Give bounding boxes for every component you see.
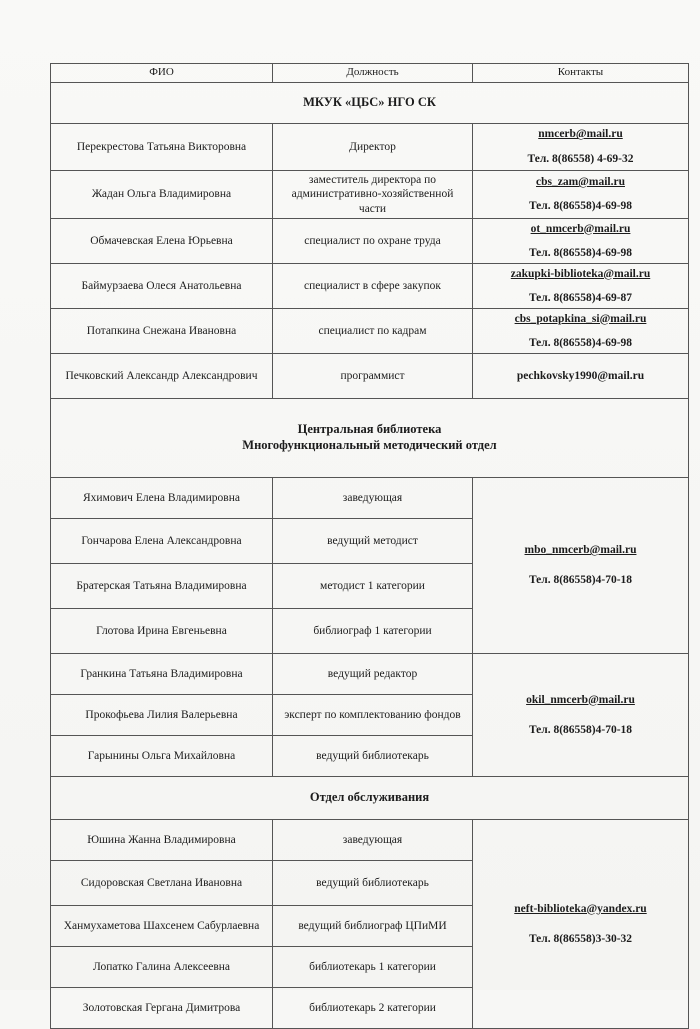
phone-text: Тел. 8(86558)4-70-18	[528, 723, 633, 736]
header-name: ФИО	[51, 64, 273, 83]
contacts-cell	[473, 353, 689, 398]
phone-text: Тел. 8(86558) 4-69-32	[527, 152, 634, 165]
phone-text: Тел. 8(86558)4-69-98	[528, 336, 633, 349]
email-link[interactable]: cbs_potapkina_si@mail.ru	[514, 312, 647, 325]
name-cell: Потапкина Снежана Ивановна	[51, 308, 273, 353]
name-cell: Юшина Жанна Владимировна	[51, 819, 273, 860]
name-cell: Жадан Ольга Владимировна	[51, 170, 273, 218]
name-cell: Гранкина Татьяна Владимировна	[51, 653, 273, 694]
position-cell: ведущий методист	[273, 518, 473, 563]
table-header-row	[51, 64, 689, 83]
contacts-table	[50, 63, 689, 1029]
section-title-line2: Многофункциональный методический отдел	[242, 437, 497, 452]
name-cell: Ханмухаметова Шахсенем Сабурлаевна	[51, 905, 273, 946]
phone-text: Тел. 8(86558)4-69-98	[528, 200, 633, 213]
name-cell: Золотовская Гергана Димитрова	[51, 987, 273, 1028]
name-cell: Сидоровская Светлана Ивановна	[51, 860, 273, 905]
contacts-cell	[473, 819, 689, 1028]
email-link[interactable]: zakupki-biblioteka@mail.ru	[510, 267, 651, 280]
name-cell: Обмачевская Елена Юрьевна	[51, 218, 273, 263]
position-cell: ведущий библиотекарь	[273, 860, 473, 905]
table-row	[51, 819, 689, 860]
table-row	[51, 123, 689, 170]
position-cell: специалист по кадрам	[273, 308, 473, 353]
name-cell: Лопатко Галина Алексеевна	[51, 946, 273, 987]
contacts-cell	[473, 308, 689, 353]
position-cell: программист	[273, 353, 473, 398]
email-link[interactable]: neft-biblioteka@yandex.ru	[514, 902, 647, 915]
position-cell: библиотекарь 1 категории	[273, 946, 473, 987]
contacts-cell	[473, 653, 689, 776]
phone-text: Тел. 8(86558)4-69-98	[528, 246, 633, 259]
contacts-cell	[473, 170, 689, 218]
section-title: Отдел обслуживания	[51, 776, 689, 819]
table-row	[51, 653, 689, 694]
position-cell: заведующая	[273, 477, 473, 518]
table-row	[51, 263, 689, 308]
position-cell: специалист по охране труда	[273, 218, 473, 263]
header-position: Должность	[273, 64, 473, 83]
name-cell: Прокофьева Лилия Валерьевна	[51, 694, 273, 735]
name-cell: Яхимович Елена Владимировна	[51, 477, 273, 518]
position-cell: ведущий библиограф ЦПиМИ	[273, 905, 473, 946]
section-title-row	[51, 82, 689, 123]
email-link[interactable]: mbo_nmcerb@mail.ru	[524, 544, 637, 556]
position-cell: заведующая	[273, 819, 473, 860]
position-cell: библиотекарь 2 категории	[273, 987, 473, 1028]
section-title-row	[51, 398, 689, 477]
email-link[interactable]: pechkovsky1990@mail.ru	[516, 369, 645, 382]
phone-text: Тел. 8(86558)3-30-32	[528, 932, 633, 945]
name-cell: Печковский Александр Александрович	[51, 353, 273, 398]
contacts-cell	[473, 218, 689, 263]
header-contacts: Контакты	[473, 64, 689, 83]
table-row	[51, 170, 689, 218]
position-cell: библиограф 1 категории	[273, 608, 473, 653]
name-cell: Братерская Татьяна Владимировна	[51, 563, 273, 608]
name-cell: Баймурзаева Олеся Анатольевна	[51, 263, 273, 308]
email-link[interactable]: nmcerb@mail.ru	[538, 128, 623, 141]
position-cell: заместитель директора по административно-хозяйственной части	[273, 170, 473, 218]
section-title: МКУК «ЦБС» НГО СК	[51, 82, 689, 123]
contacts-cell	[473, 477, 689, 653]
position-cell: методист 1 категории	[273, 563, 473, 608]
name-cell: Перекрестова Татьяна Викторовна	[51, 123, 273, 170]
email-link[interactable]: cbs_zam@mail.ru	[536, 175, 625, 188]
table-row	[51, 477, 689, 518]
name-cell: Глотова Ирина Евгеньевна	[51, 608, 273, 653]
table-row	[51, 218, 689, 263]
table-row	[51, 308, 689, 353]
section-title-row	[51, 776, 689, 819]
section-title	[51, 398, 689, 477]
position-cell: эксперт по комплектованию фондов	[273, 694, 473, 735]
email-link[interactable]: okil_nmcerb@mail.ru	[526, 693, 635, 706]
table-row	[51, 353, 689, 398]
contacts-cell	[473, 263, 689, 308]
position-cell: Директор	[273, 123, 473, 170]
contacts-cell	[473, 123, 689, 170]
position-cell: специалист в сфере закупок	[273, 263, 473, 308]
phone-text: Тел. 8(86558)4-69-87	[528, 291, 633, 304]
name-cell: Гарынины Ольга Михайловна	[51, 735, 273, 776]
phone-text: Тел. 8(86558)4-70-18	[528, 574, 633, 587]
position-cell: ведущий редактор	[273, 653, 473, 694]
email-link[interactable]: ot_nmcerb@mail.ru	[530, 222, 631, 235]
position-cell: ведущий библиотекарь	[273, 735, 473, 776]
section-title-line1: Центральная библиотека	[297, 422, 442, 437]
name-cell: Гончарова Елена Александровна	[51, 518, 273, 563]
